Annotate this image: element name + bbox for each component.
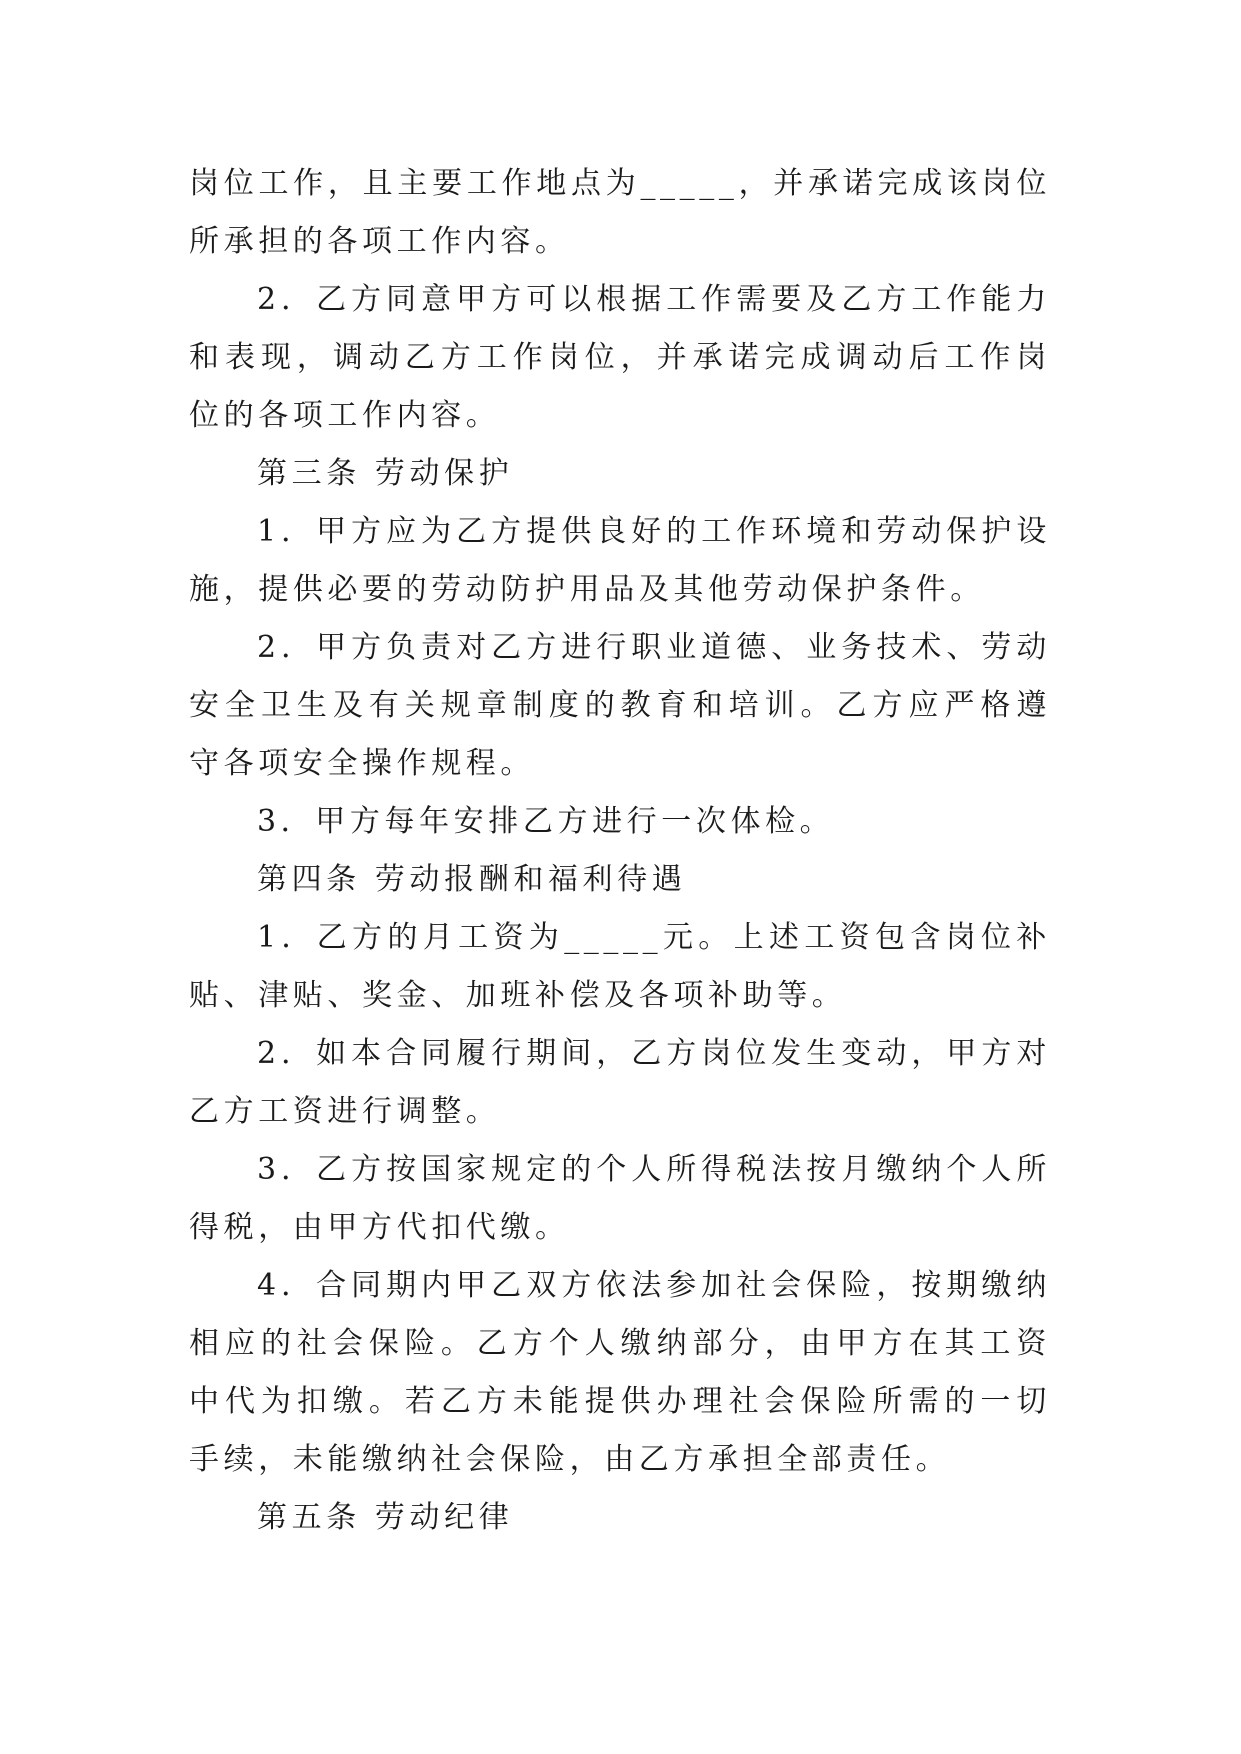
document-body bbox=[189, 155, 1051, 1547]
paragraph: 4．合同期内甲乙双方依法参加社会保险，按期缴纳相应的社会保险。乙方个人缴纳部分，由甲方在其工资中代为扣缴。若乙方未能提供办理社会保险所需的一切手续，未能缴纳社会保险，由乙方承担全部责任。 bbox=[189, 1268, 1051, 1477]
section-heading: 第三条 劳动保护 bbox=[257, 456, 514, 491]
section-heading: 第四条 劳动报酬和福利待遇 bbox=[257, 862, 687, 897]
paragraph: 2．如本合同履行期间，乙方岗位发生变动，甲方对乙方工资进行调整。 bbox=[189, 1036, 1051, 1129]
paragraph: 2．甲方负责对乙方进行职业道德、业务技术、劳动安全卫生及有关规章制度的教育和培训。乙方应严格遵守各项安全操作规程。 bbox=[189, 630, 1051, 781]
paragraph: 1．甲方应为乙方提供良好的工作环境和劳动保护设施，提供必要的劳动防护用品及其他劳动保护条件。 bbox=[189, 514, 1051, 607]
paragraph: 岗位工作，且主要工作地点为_____，并承诺完成该岗位所承担的各项工作内容。 bbox=[189, 166, 1051, 259]
paragraph: 3．甲方每年安排乙方进行一次体检。 bbox=[257, 804, 835, 839]
paragraph: 1．乙方的月工资为_____元。上述工资包含岗位补贴、津贴、奖金、加班补偿及各项补助等。 bbox=[189, 920, 1051, 1013]
section-heading: 第五条 劳动纪律 bbox=[257, 1500, 514, 1535]
paragraph: 2．乙方同意甲方可以根据工作需要及乙方工作能力和表现，调动乙方工作岗位，并承诺完成调动后工作岗位的各项工作内容。 bbox=[189, 282, 1051, 433]
paragraph: 3．乙方按国家规定的个人所得税法按月缴纳个人所得税，由甲方代扣代缴。 bbox=[189, 1152, 1051, 1245]
